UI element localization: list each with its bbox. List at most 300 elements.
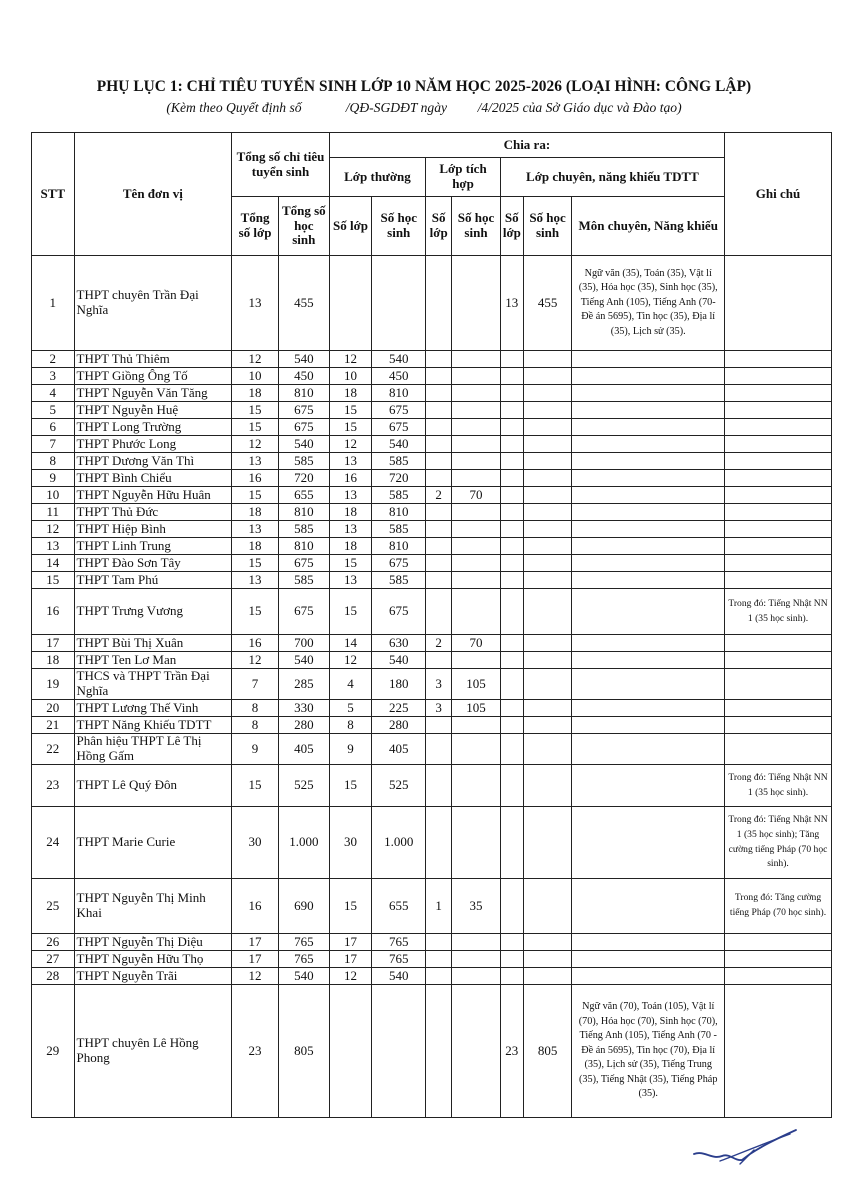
row-specialized-classes: [500, 717, 523, 734]
row-integrated-classes: [426, 351, 452, 368]
header-regular-class: Lớp thường: [329, 158, 425, 197]
row-integrated-classes: [426, 385, 452, 402]
row-note: [725, 368, 832, 385]
row-specialized-students: [523, 951, 572, 968]
row-regular-classes: 8: [329, 717, 372, 734]
row-specialized-classes: [500, 453, 523, 470]
row-total-classes: 8: [232, 700, 279, 717]
row-unit-name: THPT Bùi Thị Xuân: [74, 635, 232, 652]
row-integrated-classes: [426, 734, 452, 765]
table-row: [32, 402, 832, 419]
row-stt: 27: [32, 951, 75, 968]
row-stt: 3: [32, 368, 75, 385]
row-total-students: 585: [278, 572, 329, 589]
row-specialized-subjects: [572, 700, 725, 717]
row-note: [725, 734, 832, 765]
row-note: [725, 453, 832, 470]
row-specialized-subjects: [572, 635, 725, 652]
header-regular-classes: Số lớp: [329, 197, 372, 256]
row-stt: 16: [32, 589, 75, 635]
row-specialized-students: [523, 765, 572, 807]
table-row: [32, 470, 832, 487]
row-specialized-classes: [500, 538, 523, 555]
row-specialized-students: [523, 555, 572, 572]
row-total-classes: 18: [232, 538, 279, 555]
header-specialized-subjects: Môn chuyên, Năng khiếu: [572, 197, 725, 256]
row-regular-classes: 14: [329, 635, 372, 652]
row-integrated-students: [452, 351, 501, 368]
table-row: [32, 487, 832, 504]
row-stt: 29: [32, 985, 75, 1118]
row-specialized-students: [523, 669, 572, 700]
row-unit-name: THCS và THPT Trần Đại Nghĩa: [74, 669, 232, 700]
row-specialized-students: [523, 419, 572, 436]
row-specialized-students: [523, 470, 572, 487]
row-total-students: 810: [278, 538, 329, 555]
row-note: [725, 985, 832, 1118]
row-specialized-subjects: [572, 879, 725, 934]
row-total-students: 675: [278, 402, 329, 419]
row-total-classes: 8: [232, 717, 279, 734]
table-row: [32, 635, 832, 652]
row-total-classes: 18: [232, 385, 279, 402]
row-regular-classes: 15: [329, 589, 372, 635]
row-stt: 26: [32, 934, 75, 951]
row-stt: 10: [32, 487, 75, 504]
row-regular-students: 810: [372, 504, 426, 521]
row-note: [725, 968, 832, 985]
header-note: Ghi chú: [725, 133, 832, 256]
row-integrated-classes: 2: [426, 487, 452, 504]
row-total-students: 540: [278, 968, 329, 985]
row-note: [725, 635, 832, 652]
table-row: [32, 717, 832, 734]
row-integrated-classes: 1: [426, 879, 452, 934]
table-row: [32, 669, 832, 700]
row-total-classes: 30: [232, 807, 279, 879]
row-integrated-classes: [426, 470, 452, 487]
row-stt: 21: [32, 717, 75, 734]
row-total-students: 285: [278, 669, 329, 700]
row-integrated-classes: [426, 589, 452, 635]
row-specialized-classes: [500, 504, 523, 521]
row-note: Trong đó: Tăng cường tiếng Pháp (70 học sinh).: [725, 879, 832, 934]
row-regular-students: 810: [372, 385, 426, 402]
row-specialized-subjects: [572, 734, 725, 765]
row-integrated-classes: [426, 968, 452, 985]
row-regular-classes: 13: [329, 487, 372, 504]
row-regular-students: 675: [372, 402, 426, 419]
row-total-students: 540: [278, 652, 329, 669]
table-row: [32, 555, 832, 572]
row-regular-students: 540: [372, 436, 426, 453]
row-specialized-students: [523, 589, 572, 635]
row-unit-name: THPT Năng Khiếu TDTT: [74, 717, 232, 734]
row-note: [725, 385, 832, 402]
row-regular-classes: 17: [329, 951, 372, 968]
row-unit-name: THPT Phước Long: [74, 436, 232, 453]
row-specialized-classes: [500, 572, 523, 589]
row-total-students: 810: [278, 504, 329, 521]
row-specialized-subjects: [572, 717, 725, 734]
row-specialized-subjects: [572, 453, 725, 470]
table-row: [32, 453, 832, 470]
row-integrated-students: [452, 436, 501, 453]
row-integrated-classes: [426, 419, 452, 436]
row-note: [725, 934, 832, 951]
row-specialized-classes: [500, 934, 523, 951]
table-row: [32, 807, 832, 879]
row-regular-students: 655: [372, 879, 426, 934]
header-integrated-class: Lớp tích hợp: [426, 158, 501, 197]
row-integrated-students: [452, 589, 501, 635]
row-unit-name: THPT Bình Chiểu: [74, 470, 232, 487]
row-regular-students: 630: [372, 635, 426, 652]
row-stt: 22: [32, 734, 75, 765]
row-total-students: 765: [278, 934, 329, 951]
row-specialized-classes: [500, 765, 523, 807]
header-specialized-classes: Số lớp: [500, 197, 523, 256]
row-specialized-classes: [500, 351, 523, 368]
row-integrated-students: 70: [452, 487, 501, 504]
table-row: [32, 951, 832, 968]
row-regular-students: 765: [372, 934, 426, 951]
row-regular-students: 540: [372, 968, 426, 985]
row-unit-name: THPT Linh Trung: [74, 538, 232, 555]
row-total-students: 700: [278, 635, 329, 652]
row-regular-students: 585: [372, 453, 426, 470]
row-stt: 20: [32, 700, 75, 717]
row-unit-name: THPT Tam Phú: [74, 572, 232, 589]
row-specialized-classes: [500, 589, 523, 635]
row-regular-classes: 12: [329, 968, 372, 985]
row-regular-classes: 17: [329, 934, 372, 951]
row-regular-students: 720: [372, 470, 426, 487]
row-specialized-classes: [500, 951, 523, 968]
row-stt: 12: [32, 521, 75, 538]
row-regular-classes: 16: [329, 470, 372, 487]
row-integrated-students: [452, 368, 501, 385]
row-integrated-classes: [426, 572, 452, 589]
row-regular-classes: 18: [329, 385, 372, 402]
row-integrated-students: [452, 734, 501, 765]
row-specialized-students: [523, 538, 572, 555]
row-specialized-subjects: [572, 487, 725, 504]
row-regular-students: 585: [372, 572, 426, 589]
row-total-students: 1.000: [278, 807, 329, 879]
row-total-classes: 13: [232, 453, 279, 470]
row-regular-classes: 15: [329, 879, 372, 934]
row-integrated-students: [452, 985, 501, 1118]
row-unit-name: THPT Giồng Ông Tố: [74, 368, 232, 385]
row-note: [725, 951, 832, 968]
document-subtitle: (Kèm theo Quyết định số /QĐ-SGDĐT ngày /4/2025 của Sở Giáo dục và Đào tạo): [166, 100, 682, 115]
row-specialized-students: [523, 635, 572, 652]
row-regular-students: 810: [372, 538, 426, 555]
row-integrated-students: [452, 453, 501, 470]
row-stt: 6: [32, 419, 75, 436]
row-integrated-classes: [426, 717, 452, 734]
row-specialized-students: [523, 700, 572, 717]
row-specialized-subjects: [572, 521, 725, 538]
row-stt: 24: [32, 807, 75, 879]
table-row: [32, 879, 832, 934]
row-total-students: 765: [278, 951, 329, 968]
row-unit-name: THPT Thủ Đức: [74, 504, 232, 521]
table-row: [32, 985, 832, 1118]
row-note: [725, 504, 832, 521]
header-total-quota: Tổng số chỉ tiêu tuyển sinh: [232, 133, 330, 197]
row-specialized-classes: [500, 470, 523, 487]
row-total-classes: 15: [232, 765, 279, 807]
table-row: [32, 256, 832, 351]
row-specialized-subjects: [572, 351, 725, 368]
row-integrated-classes: 2: [426, 635, 452, 652]
header-integrated-students: Số học sinh: [452, 197, 501, 256]
row-total-classes: 18: [232, 504, 279, 521]
row-regular-classes: 15: [329, 765, 372, 807]
row-regular-classes: 15: [329, 402, 372, 419]
row-regular-students: 675: [372, 555, 426, 572]
row-specialized-students: [523, 521, 572, 538]
row-specialized-students: 805: [523, 985, 572, 1118]
row-integrated-classes: [426, 521, 452, 538]
row-integrated-classes: [426, 402, 452, 419]
row-stt: 2: [32, 351, 75, 368]
row-integrated-classes: [426, 436, 452, 453]
row-regular-students: 405: [372, 734, 426, 765]
row-specialized-subjects: [572, 652, 725, 669]
row-total-classes: 13: [232, 256, 279, 351]
row-total-classes: 23: [232, 985, 279, 1118]
row-total-classes: 16: [232, 635, 279, 652]
header-specialized-class: Lớp chuyên, năng khiếu TDTT: [500, 158, 724, 197]
row-specialized-classes: [500, 879, 523, 934]
row-note: [725, 669, 832, 700]
row-regular-classes: 10: [329, 368, 372, 385]
table-row: [32, 934, 832, 951]
row-total-classes: 13: [232, 572, 279, 589]
row-specialized-classes: [500, 521, 523, 538]
row-specialized-subjects: [572, 504, 725, 521]
row-regular-classes: 18: [329, 504, 372, 521]
row-note: [725, 351, 832, 368]
row-unit-name: THPT Thủ Thiêm: [74, 351, 232, 368]
row-unit-name: THPT Long Trường: [74, 419, 232, 436]
row-integrated-students: [452, 538, 501, 555]
row-specialized-students: [523, 402, 572, 419]
row-unit-name: THPT Nguyễn Trãi: [74, 968, 232, 985]
row-specialized-subjects: [572, 368, 725, 385]
row-specialized-subjects: [572, 589, 725, 635]
table-body: [32, 256, 832, 1118]
row-stt: 19: [32, 669, 75, 700]
row-total-students: 720: [278, 470, 329, 487]
table-row: [32, 385, 832, 402]
row-total-students: 690: [278, 879, 329, 934]
row-specialized-classes: [500, 436, 523, 453]
row-note: Trong đó: Tiếng Nhật NN 1 (35 học sinh).: [725, 765, 832, 807]
row-total-students: 805: [278, 985, 329, 1118]
row-specialized-students: [523, 385, 572, 402]
row-integrated-students: 35: [452, 879, 501, 934]
row-specialized-classes: [500, 635, 523, 652]
row-total-students: 450: [278, 368, 329, 385]
row-unit-name: THPT Nguyễn Hữu Huân: [74, 487, 232, 504]
row-note: [725, 700, 832, 717]
row-note: [725, 436, 832, 453]
row-total-students: 675: [278, 555, 329, 572]
row-stt: 5: [32, 402, 75, 419]
row-integrated-students: [452, 934, 501, 951]
table-row: [32, 700, 832, 717]
row-regular-classes: 13: [329, 572, 372, 589]
row-specialized-subjects: [572, 419, 725, 436]
row-total-classes: 17: [232, 934, 279, 951]
row-specialized-students: [523, 351, 572, 368]
row-integrated-students: [452, 765, 501, 807]
row-integrated-students: [452, 968, 501, 985]
row-total-classes: 13: [232, 521, 279, 538]
row-integrated-students: [452, 717, 501, 734]
row-total-classes: 15: [232, 555, 279, 572]
row-specialized-subjects: [572, 572, 725, 589]
row-specialized-students: [523, 487, 572, 504]
row-unit-name: THPT Hiệp Bình: [74, 521, 232, 538]
row-specialized-students: [523, 717, 572, 734]
row-total-classes: 15: [232, 419, 279, 436]
header-unit-name: Tên đơn vị: [74, 133, 232, 256]
row-stt: 18: [32, 652, 75, 669]
row-note: [725, 652, 832, 669]
row-integrated-classes: [426, 934, 452, 951]
row-total-classes: 12: [232, 436, 279, 453]
row-regular-students: 540: [372, 652, 426, 669]
row-regular-classes: 15: [329, 555, 372, 572]
row-specialized-students: [523, 436, 572, 453]
row-specialized-subjects: [572, 807, 725, 879]
row-stt: 23: [32, 765, 75, 807]
row-unit-name: THPT Nguyễn Huệ: [74, 402, 232, 419]
row-regular-classes: 5: [329, 700, 372, 717]
document-title: PHỤ LỤC 1: CHỈ TIÊU TUYỂN SINH LỚP 10 NĂM HỌC 2025-2026 (LOẠI HÌNH: CÔNG LẬP): [96, 78, 752, 95]
row-specialized-classes: 13: [500, 256, 523, 351]
row-total-classes: 12: [232, 652, 279, 669]
row-specialized-students: [523, 504, 572, 521]
row-specialized-subjects: Ngữ văn (35), Toán (35), Vật lí (35), Hóa học (35), Sinh học (35), Tiếng Anh (105), Tiếng Anh (70- Đề án 5695), Tin học (35), Địa lí (35), Lịch sử (35).: [572, 256, 725, 351]
row-regular-students: [372, 256, 426, 351]
row-specialized-subjects: [572, 436, 725, 453]
row-note: Trong đó: Tiếng Nhật NN 1 (35 học sinh); Tăng cường tiếng Pháp (70 học sinh).: [725, 807, 832, 879]
row-total-students: 585: [278, 453, 329, 470]
row-integrated-students: [452, 807, 501, 879]
row-unit-name: THPT Trưng Vương: [74, 589, 232, 635]
header-stt: STT: [32, 133, 75, 256]
row-integrated-classes: [426, 504, 452, 521]
row-stt: 7: [32, 436, 75, 453]
table-row: [32, 538, 832, 555]
row-stt: 4: [32, 385, 75, 402]
header-regular-students: Số học sinh: [372, 197, 426, 256]
row-unit-name: THPT chuyên Lê Hồng Phong: [74, 985, 232, 1118]
row-note: [725, 487, 832, 504]
row-specialized-students: [523, 572, 572, 589]
row-note: [725, 538, 832, 555]
row-unit-name: THPT chuyên Trần Đại Nghĩa: [74, 256, 232, 351]
row-integrated-students: [452, 652, 501, 669]
row-unit-name: THPT Dương Văn Thì: [74, 453, 232, 470]
table-row: [32, 765, 832, 807]
row-specialized-classes: 23: [500, 985, 523, 1118]
row-specialized-subjects: [572, 934, 725, 951]
row-integrated-classes: [426, 555, 452, 572]
row-total-students: 675: [278, 419, 329, 436]
row-regular-students: 280: [372, 717, 426, 734]
row-integrated-students: [452, 521, 501, 538]
row-integrated-students: [452, 951, 501, 968]
row-total-students: 675: [278, 589, 329, 635]
row-integrated-students: [452, 470, 501, 487]
row-unit-name: THPT Nguyễn Hữu Thọ: [74, 951, 232, 968]
row-specialized-classes: [500, 368, 523, 385]
row-total-students: 405: [278, 734, 329, 765]
row-regular-students: 765: [372, 951, 426, 968]
row-total-students: 525: [278, 765, 329, 807]
row-specialized-classes: [500, 487, 523, 504]
row-specialized-classes: [500, 385, 523, 402]
row-specialized-students: [523, 879, 572, 934]
row-total-students: 540: [278, 436, 329, 453]
row-regular-students: 585: [372, 521, 426, 538]
row-integrated-classes: [426, 453, 452, 470]
row-note: [725, 555, 832, 572]
row-specialized-classes: [500, 700, 523, 717]
row-specialized-classes: [500, 419, 523, 436]
row-specialized-subjects: [572, 385, 725, 402]
row-specialized-subjects: [572, 555, 725, 572]
row-specialized-subjects: [572, 951, 725, 968]
row-integrated-students: 105: [452, 669, 501, 700]
row-regular-students: 585: [372, 487, 426, 504]
row-specialized-subjects: [572, 538, 725, 555]
row-regular-classes: 12: [329, 436, 372, 453]
row-stt: 25: [32, 879, 75, 934]
row-integrated-classes: [426, 807, 452, 879]
table-row: [32, 589, 832, 635]
row-specialized-subjects: [572, 765, 725, 807]
header-total-students: Tổng số học sinh: [278, 197, 329, 256]
row-total-classes: 16: [232, 470, 279, 487]
row-note: [725, 521, 832, 538]
row-regular-students: 225: [372, 700, 426, 717]
table-row: [32, 419, 832, 436]
row-note: [725, 402, 832, 419]
row-total-students: 455: [278, 256, 329, 351]
row-integrated-students: [452, 419, 501, 436]
row-specialized-classes: [500, 555, 523, 572]
row-total-students: 810: [278, 385, 329, 402]
table-row: [32, 734, 832, 765]
row-regular-classes: 12: [329, 351, 372, 368]
table-row: [32, 968, 832, 985]
row-stt: 1: [32, 256, 75, 351]
row-total-students: 655: [278, 487, 329, 504]
row-total-classes: 16: [232, 879, 279, 934]
row-integrated-classes: [426, 985, 452, 1118]
row-integrated-students: [452, 385, 501, 402]
row-total-classes: 7: [232, 669, 279, 700]
row-regular-students: 675: [372, 589, 426, 635]
